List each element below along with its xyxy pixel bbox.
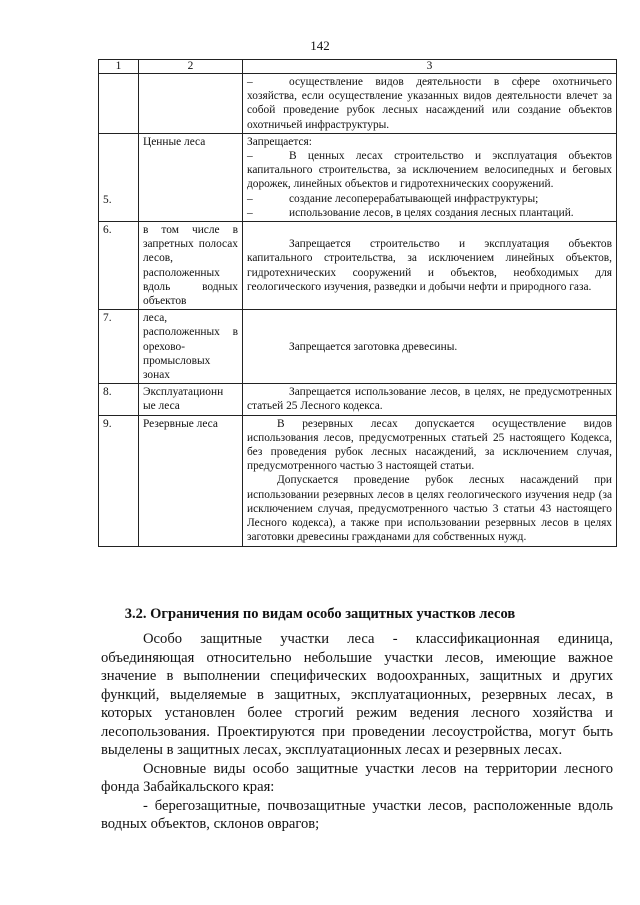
row-number: 6. [99, 222, 139, 310]
forest-category: Эксплуатационн ые леса [139, 384, 243, 415]
restriction-paragraph: Запрещается строительство и эксплуатация объектов капитального строительства, за исключением линейных объектов, гидротехнических сооружений и объектов, необходимых для геологического изучения, разведки и добычи нефти и природного газа. [247, 238, 612, 293]
restriction-title: Запрещается: [247, 135, 312, 148]
restriction-item: – создание лесоперерабатывающей инфраструктуры; [247, 192, 539, 205]
forest-category: леса, расположенных в орехово-промысловых зонах [139, 310, 243, 384]
body-list-item: - берегозащитные, почвозащитные участки лесов, расположенные вдоль водных объектов, склонов оврагов; [101, 797, 613, 832]
table-row [99, 310, 617, 384]
row-number: 5. [99, 133, 139, 221]
forest-category [139, 74, 243, 134]
restriction-text [243, 133, 617, 221]
table-header [99, 60, 617, 74]
forest-category: Резервные леса [139, 415, 243, 546]
restriction-item: – осуществление видов деятельности в сфере охотничьего хозяйства, если осуществление указанных видов деятельности влечет за собой проведение рубок лесных насаждений или создание объектов охотничьей инфраструктуры. [247, 76, 612, 131]
restriction-text [243, 222, 617, 310]
row-number: 9. [99, 415, 139, 546]
row-number: 7. [99, 310, 139, 384]
body-paragraph: Основные виды особо защитные участки лесов на территории лесного фонда Забайкальского края: [101, 760, 613, 795]
restriction-text [243, 74, 617, 134]
restriction-text [243, 384, 617, 415]
restriction-text [243, 415, 617, 546]
restriction-paragraph: Запрещается заготовка древесины. [289, 340, 458, 353]
restriction-item: – использование лесов, в целях создания лесных плантаций. [247, 206, 574, 219]
row-number [99, 74, 139, 134]
restrictions-table [98, 59, 617, 547]
page-number: 142 [310, 38, 330, 53]
column-header: 1 [99, 60, 139, 74]
table-row [99, 384, 617, 415]
table-row [99, 222, 617, 310]
forest-category: Ценные леса [139, 133, 243, 221]
table-row [99, 74, 617, 134]
table-row [99, 133, 617, 221]
body-paragraph: Особо защитные участки леса - классификационная единица, объединяющая относительно небольшие участки лесов, имеющие важное значение в выполнении специфических водоохранных, защитных и других функций, выделяемые в защитных, эксплуатационных, резервных лесах, в которых установлен более строгий режим ведения лесного хозяйства и лесопользования. Проектируются при проведении лесоустройства, могут быть выделены в защитных лесах, эксплуатационных лесах и резервных лесах. [101, 631, 613, 758]
row-number: 8. [99, 384, 139, 415]
column-header: 3 [243, 60, 617, 74]
restriction-item: – В ценных лесах строительство и эксплуатация объектов капитального строительства, за исключением велосипедных и беговых дорожек, линейных объектов и гидротехнических сооружений. [247, 150, 612, 191]
section-title: 3.2. Ограничения по видам особо защитных участков лесов [124, 606, 516, 622]
table-row [99, 415, 617, 546]
restriction-paragraph: В резервных лесах допускается осуществление видов использования лесов, предусмотренных статьей 25 настоящего Кодекса, без проведения рубок лесных насаждений, за исключением случая, предусмотренного частью 3 настоящей статьи. [247, 417, 612, 473]
restriction-paragraph: Запрещается использование лесов, в целях, не предусмотренных статьей 25 Лесного кодекса. [247, 386, 612, 413]
forest-category: в том числе в запретных полосах лесов, расположенных вдоль водных объектов [139, 222, 243, 310]
section-body [101, 630, 613, 834]
restriction-text [243, 310, 617, 384]
restriction-paragraph: Допускается проведение рубок лесных насаждений при использовании резервных лесов в целях геологического изучения недр (за исключением случая, предусмотренного частью 3 статьи 43 настоящего Лесного кодекса), а также при использовании резервных лесов в целях заготовки древесины гражданами для собственных нужд. [247, 474, 612, 544]
column-header: 2 [139, 60, 243, 74]
